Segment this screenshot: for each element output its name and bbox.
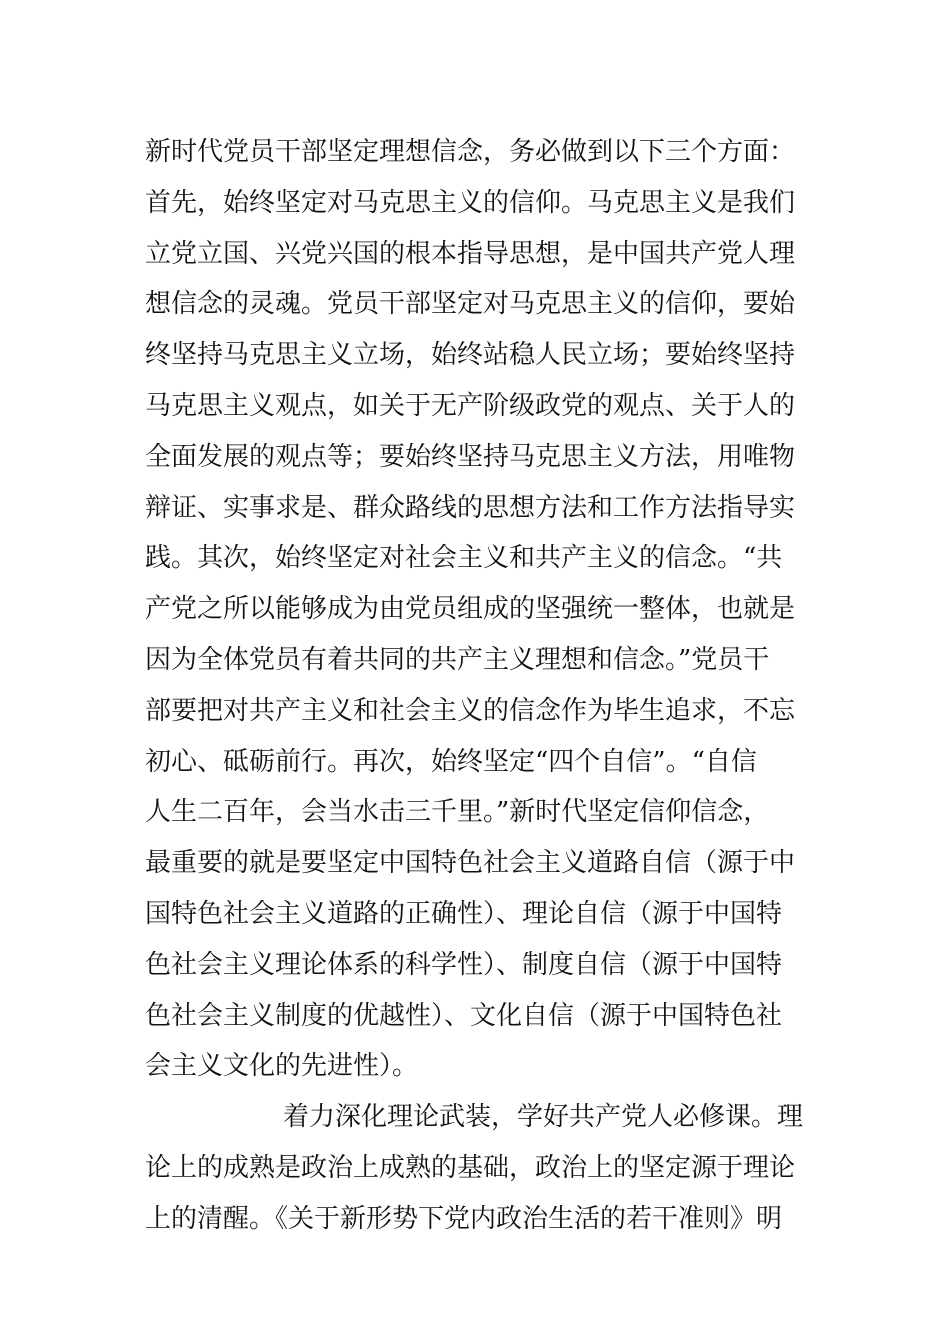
text-line: 色社会主义理论体系的科学性）、制度自信（源于中国特 (145, 949, 783, 980)
text-line: 上的清醒。《关于新形势下党内政治生活的若干准则》明 (145, 1203, 783, 1234)
text-line: 部要把对共产主义和社会主义的信念作为毕生追求，不忘 (145, 695, 796, 726)
text-line: 全面发展的观点等；要始终坚持马克思主义方法，用唯物 (145, 441, 796, 472)
text-line: 践。其次，始终坚定对社会主义和共产主义的信念。“共 (145, 543, 783, 574)
text-line: 论上的成熟是政治上成熟的基础，政治上的坚定源于理论 (145, 1152, 796, 1183)
text-line: 立党立国、兴党兴国的根本指导思想，是中国共产党人理 (145, 238, 796, 269)
text-line: 色社会主义制度的优越性）、文化自信（源于中国特色社 (145, 1000, 783, 1031)
text-line: 人生二百年，会当水击三千里。”新时代坚定信仰信念， (145, 797, 770, 828)
text-line: 终坚持马克思主义立场，始终站稳人民立场；要始终坚持 (145, 340, 796, 371)
text-line: 因为全体党员有着共同的共产主义理想和信念。”党员干 (145, 644, 770, 675)
text-line: 产党之所以能够成为由党员组成的坚强统一整体，也就是 (145, 594, 796, 625)
body-text (145, 127, 815, 1245)
text-line: 国特色社会主义道路的正确性）、理论自信（源于中国特 (145, 898, 783, 929)
text-line: 初心、砥砺前行。再次，始终坚定“四个自信”。“自信 (145, 746, 757, 777)
paragraph-start-line: 着力深化理论武装，学好共产党人必修课。理 (283, 1102, 804, 1133)
text-line: 首先，始终坚定对马克思主义的信仰。马克思主义是我们 (145, 187, 796, 218)
text-line: 会主义文化的先进性）。 (145, 1051, 419, 1082)
text-line: 新时代党员干部坚定理想信念，务必做到以下三个方面： (145, 137, 796, 167)
text-line: 想信念的灵魂。党员干部坚定对马克思主义的信仰，要始 (145, 289, 796, 320)
text-line: 辩证、实事求是、群众路线的思想方法和工作方法指导实 (145, 492, 796, 523)
text-line: 最重要的就是要坚定中国特色社会主义道路自信（源于中 (145, 848, 796, 879)
text-line: 马克思主义观点，如关于无产阶级政党的观点、关于人的 (145, 390, 796, 421)
